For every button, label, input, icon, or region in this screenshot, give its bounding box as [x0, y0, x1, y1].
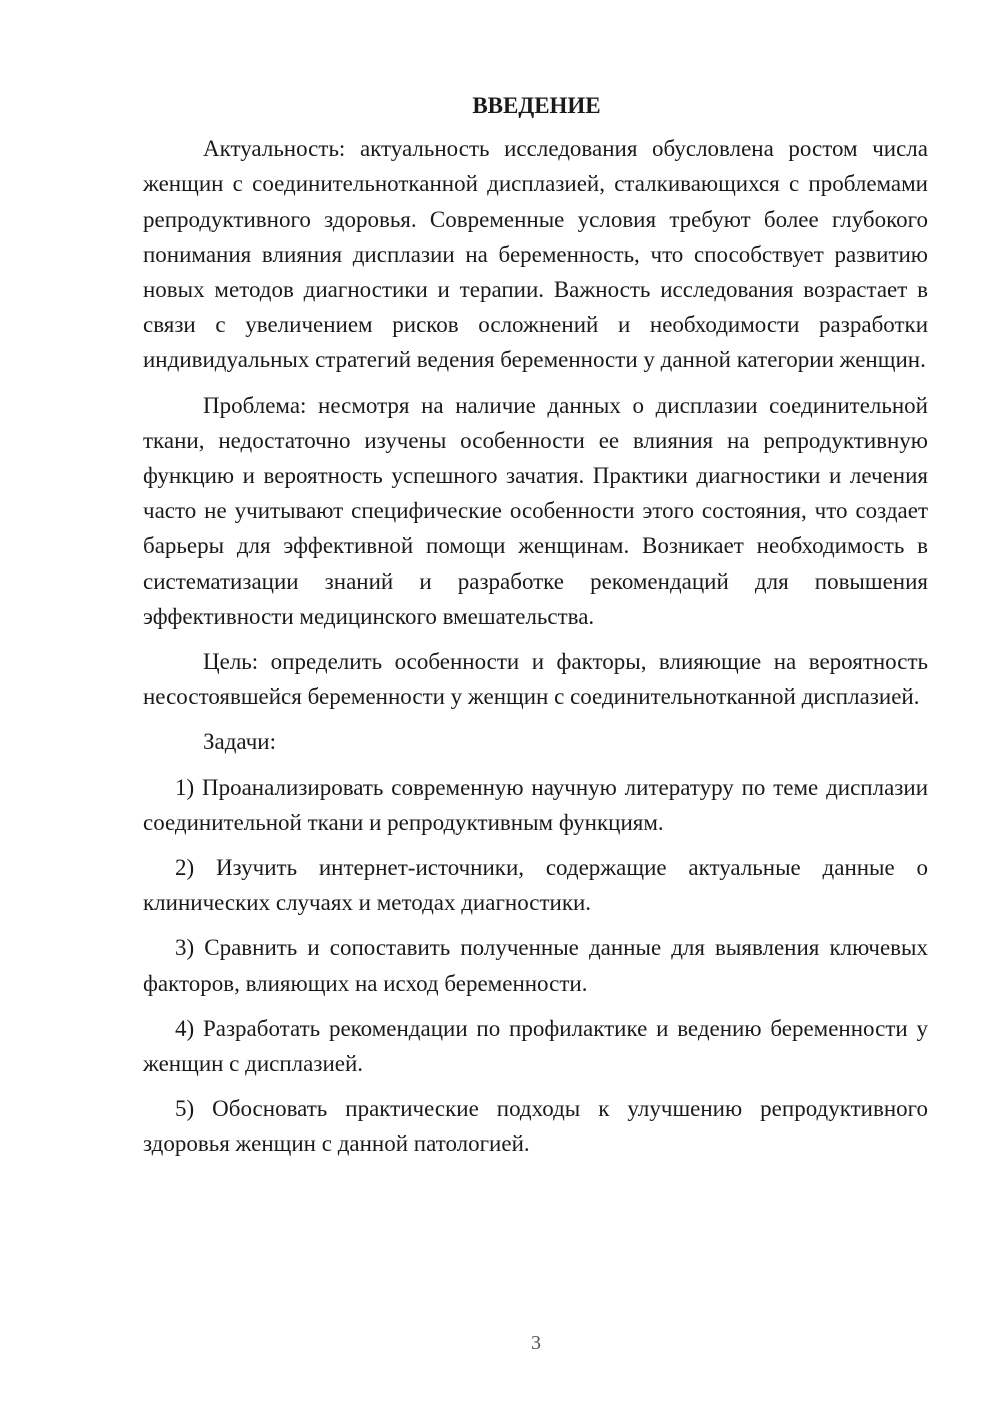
paragraph-relevance: Актуальность: актуальность исследования обусловлена ростом числа женщин с соединительнотканной дисплазией, сталкивающихся с проблемами репродуктивного здоровья. Современные условия требуют более глубокого понимания влияния дисплазии на беременность, что способствует развитию новых методов диагностики и терапии. Важность исследования возрастает в связи с увеличением рисков осложнений и необходимости разработки индивидуальных стратегий ведения беременности у данной категории женщин. [143, 136, 928, 373]
task-item-4: 4) Разработать рекомендации по профилактике и ведению беременности у женщин с дисплазией. [143, 1015, 928, 1077]
paragraph-problem: Проблема: несмотря на наличие данных о дисплазии соединительной ткани, недостаточно изучены особенности ее влияния на репродуктивную функцию и вероятность успешного зачатия. Практики диагностики и лечения часто не учитывают специфические особенности этого состояния, что создает барьеры для эффективной помощи женщинам. Возникает необходимость в систематизации знаний и разработке рекомендаций для повышения эффективности медицинского вмешательства. [143, 392, 928, 629]
task-item-3: 3) Сравнить и сопоставить полученные данные для выявления ключевых факторов, влияющих на исход беременности. [143, 935, 928, 996]
paragraph-tasks-heading: Задачи: [203, 729, 276, 755]
paragraph-goal: Цель: определить особенности и факторы, влияющие на вероятность несостоявшейся беременности у женщин с соединительнотканной дисплазией. [143, 649, 928, 710]
task-item-5: 5) Обосновать практические подходы к улучшению репродуктивного здоровья женщин с данной патологией. [143, 1096, 928, 1157]
document-page [143, 88, 928, 1172]
page-number: 3 [531, 1332, 541, 1354]
document-title: ВВЕДЕНИЕ [472, 93, 601, 118]
task-item-1: 1) Проанализировать современную научную литературу по теме дисплазии соединительной ткани и репродуктивным функциям. [143, 774, 928, 835]
task-item-2: 2) Изучить интернет-источники, содержащие актуальные данные о клинических случаях и методах диагностики. [143, 855, 928, 916]
